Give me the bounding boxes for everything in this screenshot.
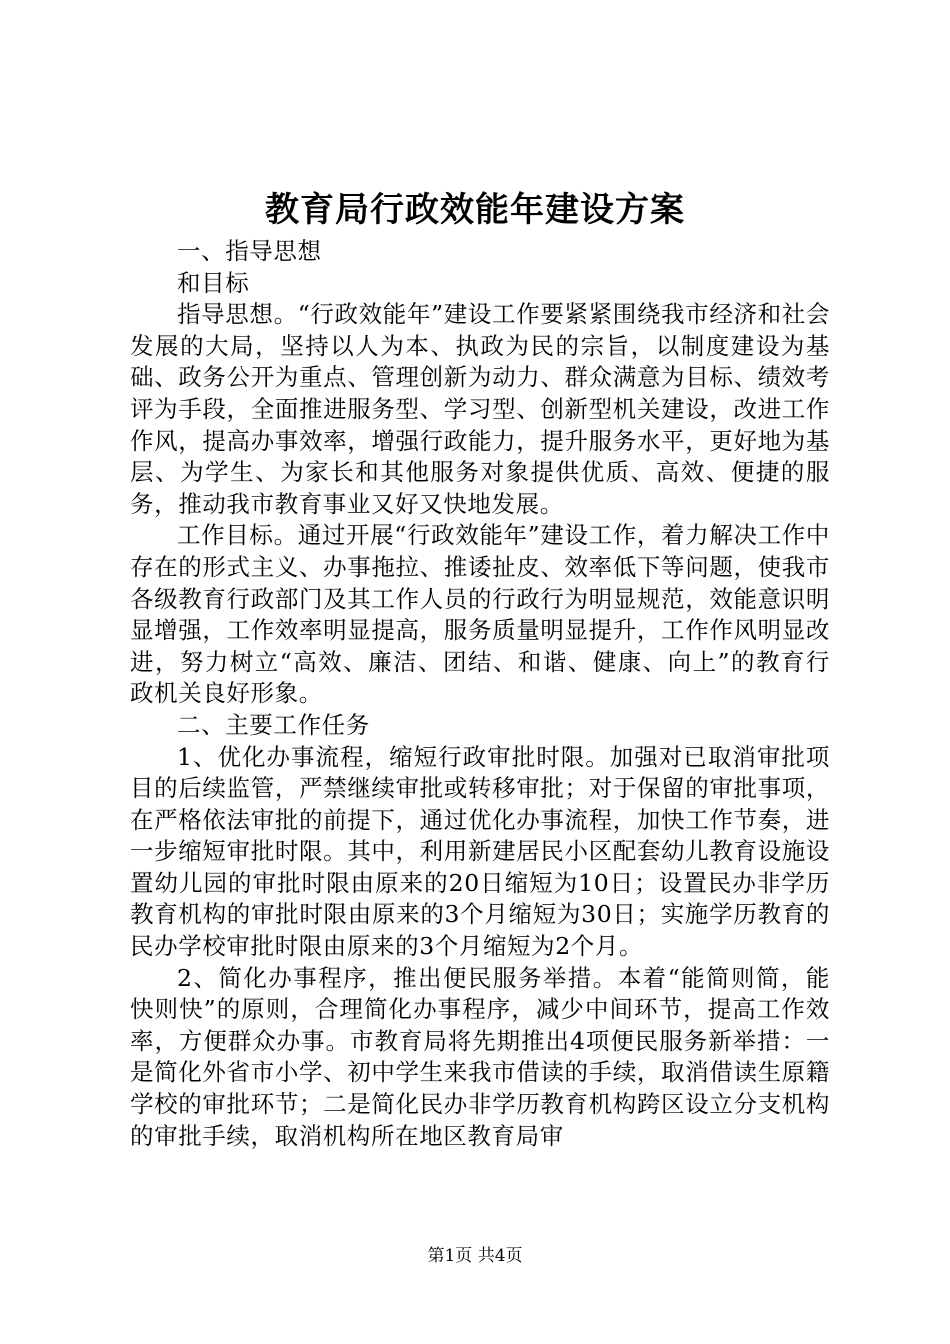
paragraph-task-1: 1、优化办事流程，缩短行政审批时限。加强对已取消审批项目的后续监管，严禁继续审批或转移审批；对于保留的审批事项，在严格依法审批的前提下，通过优化办事流程，加快工作节奏，进一步缩短审批时限。其中，利用新建居民小区配套幼儿教育设施设置幼儿园的审批时限由原来的20日缩短为10日；设置民办非学历教育机构的审批时限由原来的3个月缩短为30日；实施学历教育的民办学校审批时限由原来的3个月缩短为2个月。	[130, 742, 830, 961]
paragraph-work-goal: 工作目标。通过开展“行政效能年”建设工作，着力解决工作中存在的形式主义、办事拖拉、推诿扯皮、效率低下等问题，使我市各级教育行政部门及其工作人员的行政行为明显规范，效能意识明显增强，工作效率明显提高，服务质量明显提升，工作作风明显改进，努力树立“高效、廉洁、团结、和谐、健康、向上”的教育行政机关良好形象。	[130, 521, 830, 708]
document-title: 教育局行政效能年建设方案	[265, 190, 685, 230]
section-heading-2: 二、主要工作任务	[177, 710, 370, 739]
section-heading-1-continued: 和目标	[177, 268, 250, 297]
document-body	[130, 236, 830, 1152]
section-heading-1: 一、指导思想	[177, 237, 322, 265]
page-footer: 第1页 共4页	[427, 1246, 523, 1266]
paragraph-guiding-thought: 指导思想。“行政效能年”建设工作要紧紧围绕我市经济和社会发展的大局，坚持以人为本、执政为民的宗旨，以制度建设为基础、政务公开为重点、管理创新为动力、群众满意为目标、绩效考评为手段，全面推进服务型、学习型、创新型机关建设，改进工作作风，提高办事效率，增强行政能力，提升服务水平，更好地为基层、为学生、为家长和其他服务对象提供优质、高效、便捷的服务，推动我市教育事业又好又快地发展。	[130, 300, 830, 518]
paragraph-task-2: 2、简化办事程序，推出便民服务举措。本着“能简则简，能快则快”的原则，合理简化办事程序，减少中间环节，提高工作效率，方便群众办事。市教育局将先期推出4项便民服务新举措：一是简化外省市小学、初中学生来我市借读的手续，取消借读生原籍学校的审批环节；二是简化民办非学历教育机构跨区设立分支机构的审批手续，取消机构所在地区教育局审	[130, 963, 830, 1150]
